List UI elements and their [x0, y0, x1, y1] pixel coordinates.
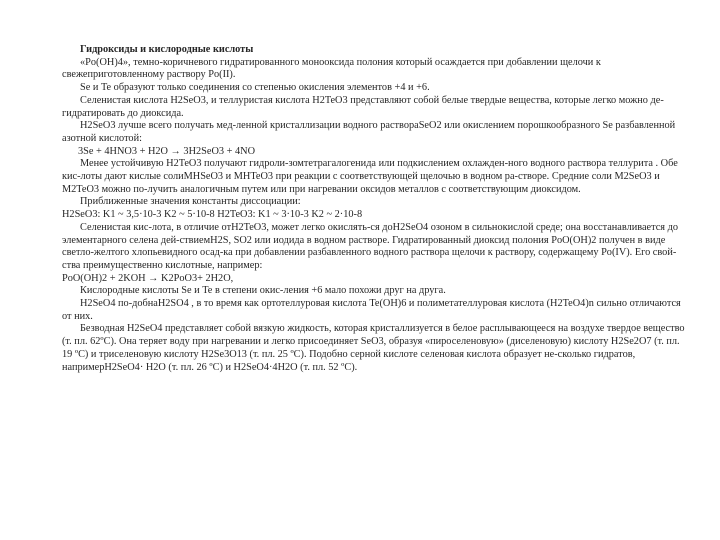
paragraph-polonium-hydroxide: «Po(OH)4», темно-коричневого гидратированного монооксида полония который осаждается при добавлении щелочи к свежеприготовленному раствору Po(II). [62, 56, 601, 81]
paragraph-oxidation-states: Se и Te образуют только соединения со степенью окисления элементов +4 и +6. [80, 82, 430, 94]
paragraph-h2teo3-salts: Менее устойчивую H2TeO3 получают гидроли-зомтетрагалогенида или подкислением охлажден-ного водного раствора теллурита . Обе кис-лоты дают кислые солиMHSeO3 и MHTeO3 при реакции с соответствующей щелочью в водном ра-створе. Средние соли M2SeO3 и M2TeO3 можно по-лучить аналогичным путем или при нагревании оксидов металлов с соответствующим диоксидом. [62, 158, 678, 195]
dissociation-constants-line: H2SeO3: K1 ~ 3,5·10-3 K2 ~ 5·10-8 H2TeO3: K1 ~ 3·10-3 K2 ~ 2·10-8 [62, 209, 363, 221]
paragraph-oxoacids-six: Кислородные кислоты Se и Te в степени окис-ления +6 мало похожи друг на друга. [80, 285, 446, 297]
document-title: Гидроксиды и кислородные кислоты [80, 44, 254, 55]
reaction-equation-po-koh: PoO(OH)2 + 2KOH → K2PoO3+ 2H2O, [62, 272, 234, 284]
reaction-equation-se-hno3: 3Se + 4HNO3 + H2O → 3H2SeO3 + 4NO [78, 145, 256, 157]
paragraph-selenous-oxidation: Селенистая кис-лота, в отличие отH2TeO3, может легко окислять-ся доH2SeO4 озоном в сильнокислой среде; она восстанавливается до элементарного селена дей-ствиемH2S, SO2 или иодида в водном растворе. Гидратированный диоксид полония PoO(OH)2 получен в виде светло-желтого хлопьевидного осад-ка при добавлении разбавленного водного раствора щелочи к раствору, содержащему Po(IV). Его свой-ства преимущественно кислотные, например: [62, 221, 678, 271]
paragraph-anhydrous-h2seo4: Безводная H2SeO4 представляет собой вязкую жидкость, которая кристаллизуется в белое расплывающееся на воздухе твердое вещество (т. пл. 62ºС). Она теряет воду при нагревании и легко присоединяет SeO3, образуя «пироселеновую» (диселеновую) кислоту H2Se2O7 (т. пл. 19 ºС) и триселеновую кислоту H2Se3O13 (т. пл. 25 ºС). Подобно серной кислоте селеновая кислота образует не-сколько гидратов, напримерH2SeO4· H2O (т. пл. 26 ºС) и H2SeO4·4H2O (т. пл. 52 ºС). [62, 323, 685, 373]
document-body [62, 44, 688, 374]
paragraph-h2seo3-preparation: H2SeO3 лучше всего получать мед-ленной кристаллизации водного раствораSeO2 или окислением порошкообразного Se разбавленной азотной кислотой: [62, 120, 676, 144]
paragraph-h2seo4-comparison: H2SeO4 по-добнаH2SO4 , в то время как ортотеллуровая кислота Te(OH)6 и полиметателлуровая кислота (H2TeO4)n сильно отличаются от них. [62, 298, 681, 322]
paragraph-dissociation-heading: Приближенные значения константы диссоциации: [80, 196, 301, 208]
paragraph-selenous-tellurous: Селенистая кислота H2SeO3, и теллуристая кислота H2TeO3 представляют собой белые твердые вещества, которые легко можно де-гидратировать до диоксида. [62, 94, 664, 119]
